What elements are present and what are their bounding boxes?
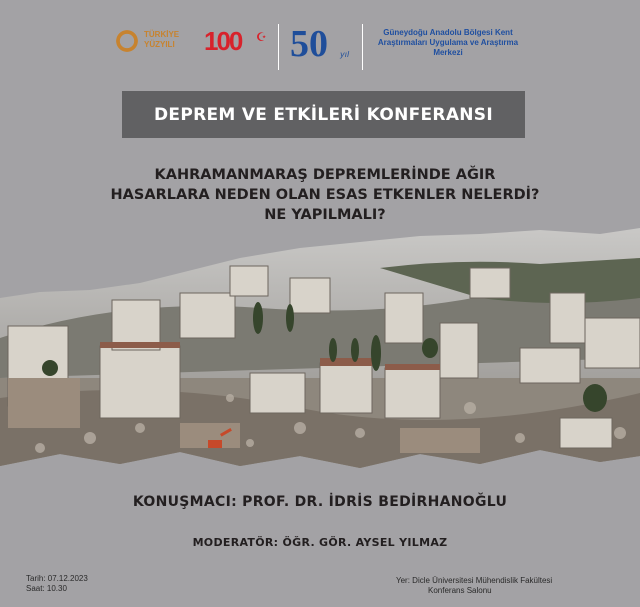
venue-line-1: Yer: Dicle Üniversitesi Mühendislik Fakültesi xyxy=(396,576,553,585)
100-logo-number: 100 xyxy=(204,26,242,56)
venue-info xyxy=(396,576,622,596)
moderator-name: MODERATÖR: ÖĞR. GÖR. AYSEL YILMAZ xyxy=(192,536,448,549)
50-yil-logo xyxy=(290,22,356,68)
conference-title-banner xyxy=(122,91,525,138)
50-logo-number: 50 xyxy=(290,23,328,65)
turkiye-yuzyili-logo xyxy=(112,24,192,64)
sun-icon xyxy=(114,28,140,54)
research-center-name: Güneydoğu Anadolu Bölgesi Kent Araştırmaları Uygulama ve Araştırma Merkezi xyxy=(377,28,519,57)
question-line-2: HASARLARA NEDEN OLAN ESAS ETKENLER NELERDİ? xyxy=(110,187,540,203)
logo-divider xyxy=(278,24,279,70)
speaker-name: KONUŞMACI: PROF. DR. İDRİS BEDİRHANOĞLU xyxy=(132,494,508,510)
question-line-1: KAHRAMANMARAŞ DEPREMLERİNDE AĞIR xyxy=(154,167,496,183)
logo-divider xyxy=(362,24,363,70)
100-yil-logo xyxy=(204,26,268,56)
question-line-3: NE YAPILMALI? xyxy=(264,207,386,223)
star-icon: ☪ xyxy=(256,30,267,44)
logo-bar xyxy=(0,10,640,66)
conference-question xyxy=(90,165,560,225)
event-date: Tarih: 07.12.2023 xyxy=(26,574,88,583)
venue-line-2: Konferans Salonu xyxy=(428,586,492,595)
conference-title: DEPREM VE ETKİLERİ KONFERANSI xyxy=(154,104,493,125)
earthquake-damage-photo xyxy=(0,228,640,478)
50-logo-suffix: yıl xyxy=(340,50,350,59)
date-time-info xyxy=(26,574,166,594)
earthquake-photo-illustration xyxy=(0,228,640,478)
event-time: Saat: 10.30 xyxy=(26,584,67,593)
turkiye-yuzyili-text: TÜRKİYE YÜZYILI xyxy=(144,30,180,49)
